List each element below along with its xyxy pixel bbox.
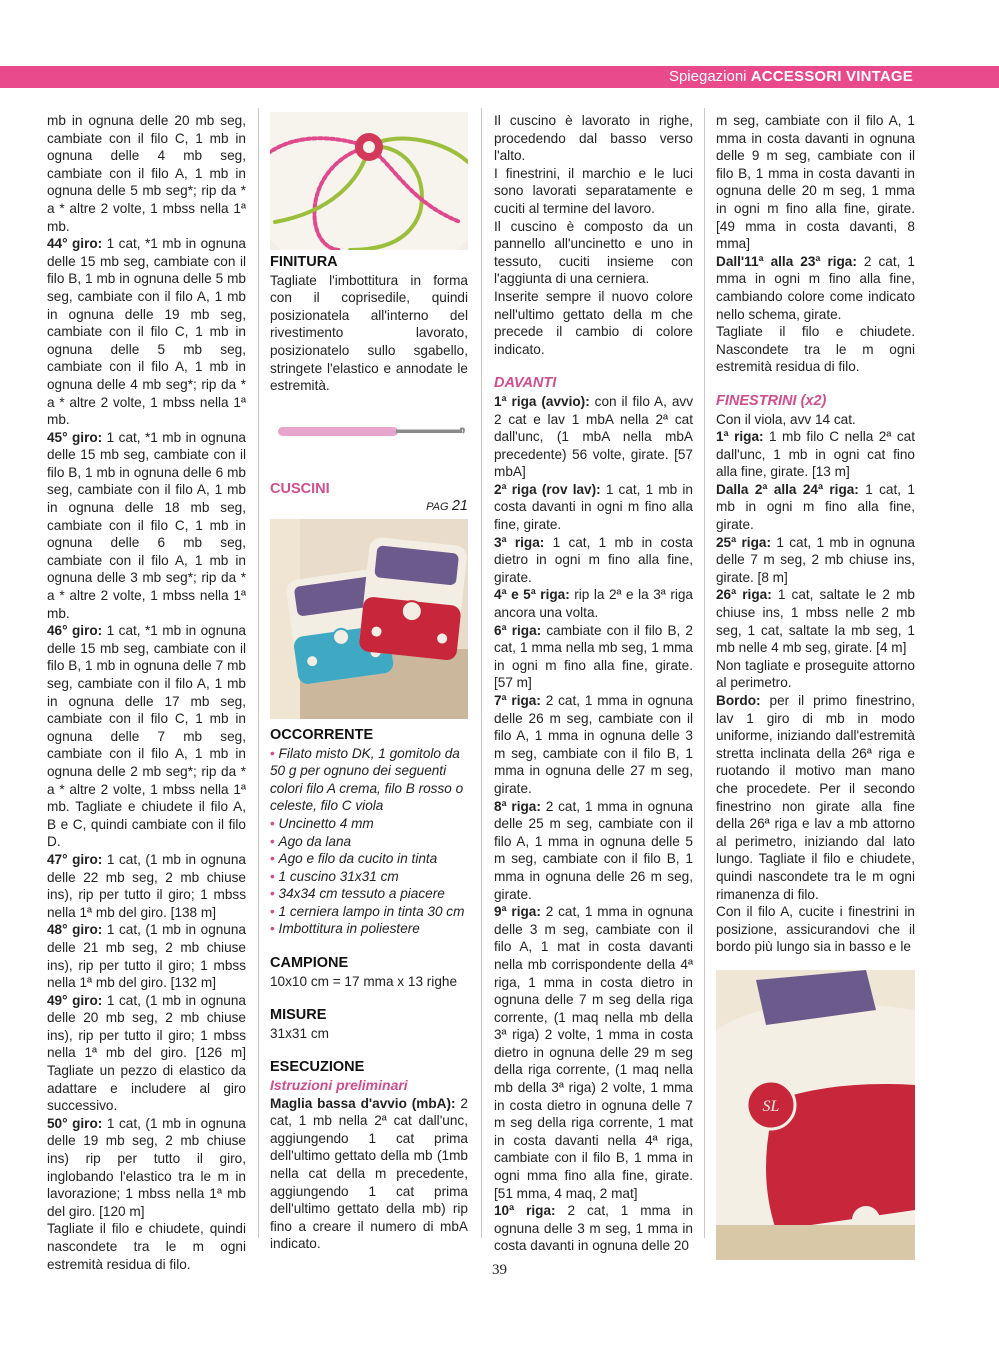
row-label: 25ª riga:	[716, 534, 771, 550]
misure-text: 31x31 cm	[270, 1025, 329, 1041]
row-text: Tagliate il filo e chiudete, quindi nascondete tra le m ogni estremità residua di filo.	[47, 1221, 246, 1272]
row-text: Non tagliate e proseguite attorno al perimetro.	[716, 657, 915, 691]
finestrini-paragraphs	[716, 411, 915, 956]
material-item	[270, 903, 468, 921]
row-text: Con il filo A, cucite i finestrini in posizione, assicurandovi che il bordo più lungo sia in basso e le	[716, 904, 915, 955]
istruzioni-heading: Istruzioni preliminari	[270, 1077, 408, 1094]
row-label: 45° giro:	[47, 429, 103, 445]
intro-paragraph: Il cuscino è lavorato in righe, procedendo dal basso verso l'alto.	[494, 113, 693, 164]
row-label: 4ª e 5ª riga:	[494, 587, 570, 603]
row-text: con il filo A, avv 2 cat e lav 1 mbA nella 2ª cat dall'unc, (1 mbA nella mbA precedente) 56 volte, girate. [57 mbA]	[494, 393, 693, 480]
row-text: 2 cat, 1 mma in ognuna delle 3 m seg, cambiate con il filo A, 1 mat in costa davanti nella mb corrispondente della 4ª riga, 1 mma in costa dietro in ognuna delle 7 m seg della riga corrente, (1 maq nella mb della 3ª riga) 2 volte, 1 mma in costa dietro in ognuna delle 29 m seg della riga corrente, (1 maq nella mb della 3ª riga) 2 volte, 1 mma in costa dietro in ognuna delle 7 m seg della riga corrente, 1 mat in costa davanti nella 4ª riga, cambiate con il filo B, 1 mma in ogni mma fino alla fine, girate. [51 mma, 4 maq, 2 mat]	[494, 904, 693, 1201]
finitura-text: Tagliate l'imbottitura in forma con il coprisedile, quindi posizionatela all'interno del rivestimento lavorato, posizionatelo sullo sgabello, stringete l'elastico e annodate le estremità.	[270, 272, 468, 394]
mba-text: 2 cat, 1 mb nella 2ª cat dall'unc, aggiungendo 1 cat prima dell'ultimo gettato della mb (1mb nella cat della m precedente, aggiungendo 1 cat prima dell'ultimo gettato della mb) rip fino a creare il numero di mbA indicato.	[270, 1095, 468, 1252]
material-text: 1 cuscino 31x31 cm	[278, 868, 399, 884]
row-text: rip la 2ª e la 3ª riga ancora una volta.	[494, 587, 693, 621]
paragraph	[47, 851, 246, 921]
header-bar	[0, 66, 999, 88]
material-item	[270, 815, 468, 833]
row-label: 1ª riga (avvio):	[494, 393, 590, 409]
material-text: Ago da lana	[278, 833, 352, 849]
occorrente-heading: OCCORRENTE	[270, 726, 374, 743]
crochet-hook-image	[270, 401, 468, 461]
paragraph	[494, 393, 693, 481]
row-label: 2ª riga (rov lav):	[494, 481, 601, 497]
intro-paragraph: Inserite sempre il nuovo colore nell'ultimo gettato della m che precede il cambio di colore indicato.	[494, 288, 693, 357]
row-label: Dall'11ª alla 23ª riga:	[716, 253, 857, 269]
paragraph	[494, 1202, 693, 1255]
campione-heading: CAMPIONE	[270, 955, 349, 972]
paragraph	[47, 992, 246, 1115]
row-text: Con il viola, avv 14 cat.	[716, 411, 856, 427]
row-text: 1 cat, saltate le 2 mb chiuse ins, 1 mbss nelle 2 mb seg, 1 cat, saltate la mb seg, 1 mb nelle 4 mb seg, girate. [4 m]	[716, 587, 915, 656]
column-divider	[481, 108, 482, 1238]
material-item	[270, 745, 468, 815]
row-text: 1 cat, *1 mb in ognuna delle 15 mb seg, cambiate con il filo B, 1 mb in ognuna delle 6 mb seg, cambiate con il filo A, 1 mb in ognuna delle 18 mb seg, cambiate con il filo C, 1 mb in ognuna delle 6 mb seg, cambiate con il filo A, 1 mb in ognuna delle 3 mb seg*; rip da * a * altre 2 volte, 1 mbss nella 1ª mb.	[47, 429, 246, 621]
paragraph	[716, 586, 915, 656]
bullet-icon: •	[270, 903, 279, 919]
red-bus-pillow-closeup-photo	[716, 970, 915, 1260]
row-text: 1 cat, 1 mb in ognuna delle 7 m seg, 2 mb chiuse ins, girate. [8 m]	[716, 534, 915, 585]
intro-paragraphs	[494, 112, 693, 358]
davanti-rows	[494, 393, 693, 1255]
column-divider	[258, 108, 259, 1238]
finitura-heading: FINITURA	[270, 254, 338, 270]
row-text: 2 cat, 1 mma in ognuna delle 25 m seg, cambiate con il filo A, 1 mma in ognuna delle 5 m seg, cambiate con il filo B, 1 mma in ognuna delle 26 m seg, girate.	[494, 798, 693, 902]
row-text: 2 cat, 1 mma in ogni m fino alla fine, cambiando colore come indicato nello schema, girate.	[716, 253, 915, 322]
paragraph	[47, 429, 246, 623]
paragraph	[494, 903, 693, 1202]
row-text: 1 cat, (1 mb in ognuna delle 22 mb seg, 2 mb chiuse ins), rip per tutto il giro; 1 mbss nella 1ª mb del giro. [138 m]	[47, 851, 246, 920]
mba-label: Maglia bassa d'avvio (mbA):	[270, 1095, 456, 1111]
pag-label: PAG	[426, 501, 449, 514]
bullet-icon: •	[270, 833, 279, 849]
paragraph	[494, 622, 693, 692]
bullet-icon: •	[270, 921, 279, 937]
campione-text: 10x10 cm = 17 mma x 13 righe	[270, 973, 458, 989]
row-label: 8ª riga:	[494, 798, 541, 814]
material-text: Uncinetto 4 mm	[278, 815, 374, 831]
paragraph	[716, 534, 915, 587]
paragraph	[494, 692, 693, 798]
bullet-icon: •	[270, 886, 279, 902]
svg-text:SL: SL	[762, 1097, 780, 1115]
paragraph	[494, 534, 693, 587]
material-item	[270, 868, 468, 886]
intro-paragraph: Il cuscino è composto da un pannello all'uncinetto e uno in tessuto, cuciti insieme con l'aggiunta di una cerniera.	[494, 218, 693, 287]
bullet-icon: •	[270, 815, 279, 831]
vw-bus-pillows-photo	[270, 519, 468, 719]
row-label: 26ª riga:	[716, 587, 772, 603]
paragraph	[47, 921, 246, 991]
row-label: 50° giro:	[47, 1115, 103, 1131]
row-text: 1 mb filo C nella 2ª cat dall'unc, 1 mb in ogni cat fino alla fine, girate. [13 m]	[716, 429, 915, 480]
material-text: Ago e filo da cucito in tinta	[278, 851, 438, 867]
running-header	[669, 66, 913, 88]
page-number: 39	[492, 1262, 507, 1278]
header-prefix: Spiegazioni	[668, 68, 747, 85]
row-text: 1 cat, (1 mb in ognuna delle 20 mb seg, 2 mb chiuse ins), rip per tutto il giro; 1 mbss nella 1ª mb del giro. [126 m] Tagliate un pezzo di elastico da adattare e includere al giro successivo.	[47, 992, 246, 1114]
paragraph	[494, 586, 693, 621]
paragraph	[716, 411, 915, 429]
materials-list	[270, 745, 468, 939]
paragraph	[494, 481, 693, 534]
row-label: 48° giro:	[47, 922, 103, 938]
material-text: Filato misto DK, 1 gomitolo da 50 g per ognuno dei seguenti colori filo A crema, filo B rosso o celeste, filo C viola	[270, 745, 464, 814]
row-text: cambiate con il filo B, 2 cat, 1 mma nella mb seg, 1 mma in ogni m fino alla fine, girate. [57 m]	[494, 622, 693, 691]
row-text: 1 cat, 1 mb in costa davanti in ogni m fino alla fine, girate.	[494, 481, 693, 533]
row-text: per il primo finestrino, lav 1 giro di mb in modo uniforme, iniziando dall'estremità stretta inclinata della 26ª riga e ruotando il motivo man mano che procedete. Per il secondo finestrino non girate alla fine della 26ª riga e lav a mb attorno al perimetro, iniziando dal lato lungo. Tagliate il filo e chiudete, quindi nascondete tra le m ogni rimanenza di filo.	[716, 693, 915, 902]
row-label: 1ª riga:	[716, 429, 764, 445]
row-text: 2 cat, 1 mma in ognuna delle 26 m seg, cambiate con il filo A, 1 mma in ognuna delle 3 m seg, cambiate con il filo B, 1 mma in ognuna delle 27 m seg, girate.	[494, 693, 693, 796]
row-text: 2 cat, 1 mma in ognuna delle 3 m seg, 1 mma in costa davanti in ognuna delle 20	[494, 1203, 694, 1254]
paragraph	[47, 1115, 246, 1221]
bullet-icon: •	[270, 868, 279, 884]
paragraph	[47, 235, 246, 429]
pag-number: 21	[451, 498, 468, 515]
row-text: 1 cat, (1 mb in ognuna delle 19 mb seg, 2 mb chiuse ins) rip per tutto il giro, inglobando l'elastico tra le m in lavorazione; 1 mbss nella 1ª mb del giro. [120 m]	[47, 1115, 246, 1219]
row-text: 1 cat, (1 mb in ognuna delle 21 mb seg, 2 mb chiuse ins), rip per tutto il giro; 1 mbss nella 1ª mb del giro. [132 m]	[47, 922, 246, 991]
bullet-icon: •	[270, 745, 279, 761]
row-text: Tagliate il filo e chiudete. Nascondete tra le m ogni estremità residua di filo.	[716, 324, 915, 375]
row-text: 1 cat, 1 mb in costa dietro in ogni m fino alla fine, girate.	[494, 534, 693, 585]
header-section: ACCESSORI VINTAGE	[750, 68, 913, 85]
column-2	[270, 112, 468, 1253]
row-text: 1 cat, *1 mb in ognuna delle 15 mb seg, cambiate con il filo B, 1 mb in ognuna delle 7 mb seg, cambiate con il filo A, 1 mb in ognuna delle 17 mb seg, cambiate con il filo C, 1 mb in ognuna delle 7 mb seg, cambiate con il filo A, 1 mb in ognuna delle 2 mb seg*; rip da * a * altre 2 volte, 1 mbss nella 1ª mb. Tagliate e chiudete il filo A, B e C, quindi cambiate con il filo D.	[47, 623, 246, 850]
row-label: 44° giro:	[47, 236, 103, 252]
finestrini-heading: FINESTRINI (x2)	[716, 392, 827, 409]
row-label: 6ª riga:	[494, 622, 542, 638]
material-item	[270, 850, 468, 868]
paragraph	[47, 112, 246, 235]
paragraph	[716, 657, 915, 692]
paragraph	[494, 798, 693, 904]
paragraph	[716, 692, 915, 903]
material-item	[270, 833, 468, 851]
material-text: 1 cerniera lampo in tinta 30 cm	[278, 903, 465, 919]
material-item	[270, 885, 468, 903]
paragraph	[716, 323, 915, 376]
row-label: Bordo:	[716, 693, 761, 708]
row-label: 7ª riga:	[494, 693, 541, 708]
intro-paragraph: I finestrini, il marchio e le luci sono lavorati separatamente e cuciti al termine del lavoro.	[494, 165, 693, 216]
material-item	[270, 920, 468, 938]
material-text: 34x34 cm tessuto a piacere	[278, 886, 445, 902]
paragraph	[716, 112, 915, 253]
paragraph	[716, 428, 915, 481]
misure-heading: MISURE	[270, 1007, 327, 1024]
row-text: mb in ognuna delle 20 mb seg, cambiate con il filo C, 1 mb in ognuna delle 4 mb seg, cambiate con il filo A, 1 mb in ognuna delle 5 mb seg*; rip da * a * altre 2 volte, 1 mbss nella 1ª mb.	[47, 113, 246, 234]
row-text: 1 cat, *1 mb in ognuna delle 15 mb seg, cambiate con il filo B, 1 mb in ognuna delle 5 mb seg, cambiate con il filo A, 1 mb in ognuna delle 19 mb seg, cambiate con il filo C, 1 mb in ognuna delle 5 mb seg, cambiate con il filo A, 1 mb in ognuna delle 4 mb seg*; rip da * a * altre 2 volte, 1 mbss nella 1ª mb.	[47, 236, 246, 428]
paragraph	[716, 481, 915, 534]
crochet-seat-cover-photo	[270, 112, 468, 250]
column-3	[494, 112, 693, 1255]
row-label: 9ª riga:	[494, 904, 541, 920]
paragraph	[47, 622, 246, 851]
esecuzione-heading: ESECUZIONE	[270, 1059, 365, 1076]
row-label: 47° giro:	[47, 851, 103, 867]
row-text: 1 cat, 1 mb in ogni m fino alla fine, girate.	[716, 481, 915, 533]
row-text: m seg, cambiate con il filo A, 1 mma in costa davanti in ognuna delle 9 m seg, cambiate con il filo B, 1 mma in costa davanti in ognuna delle 20 m seg, 1 mma in ogni m fino alla fine, girate. [49 mma in costa davanti, 8 mma]	[716, 113, 915, 252]
row-label: 49° giro:	[47, 992, 103, 1008]
column-1	[47, 112, 246, 1273]
cuscini-heading: CUSCINI	[270, 480, 330, 497]
mba-paragraph	[270, 1095, 468, 1253]
column-divider	[704, 108, 705, 1238]
davanti-heading: DAVANTI	[494, 375, 557, 392]
row-label: 3ª riga:	[494, 534, 545, 550]
column-4	[716, 112, 915, 1260]
row-label: 10ª riga:	[494, 1203, 556, 1219]
page-reference	[270, 498, 468, 517]
continuation-paragraphs	[716, 112, 915, 376]
row-label: Dalla 2ª alla 24ª riga:	[716, 481, 859, 497]
paragraph	[716, 903, 915, 956]
paragraph	[716, 253, 915, 323]
bullet-icon: •	[270, 851, 279, 867]
material-text: Imbottitura in poliestere	[278, 921, 420, 937]
row-label: 46° giro:	[47, 623, 103, 639]
